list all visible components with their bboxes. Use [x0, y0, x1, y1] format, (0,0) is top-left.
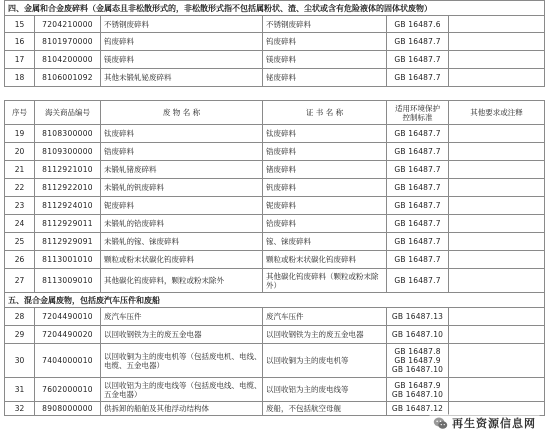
- table-row: [5, 51, 545, 69]
- standard-line-2: GB 16487.9: [394, 356, 441, 365]
- notes-cell: [449, 69, 545, 87]
- standard-cell: GB 16487.13: [387, 308, 449, 326]
- notes-cell: [449, 344, 545, 378]
- code-cell: 8101970000: [35, 33, 101, 51]
- code-cell: 8112922010: [35, 179, 101, 197]
- code-cell: 8104200000: [35, 51, 101, 69]
- wechat-icon: [433, 416, 448, 431]
- waste-catalog-table: [4, 0, 545, 416]
- cert-cell: 铋废碎料: [263, 69, 387, 87]
- seq-cell: 15: [5, 16, 35, 33]
- header-notes: 其他要求或注释: [449, 101, 545, 125]
- seq-cell: 17: [5, 51, 35, 69]
- watermark-text: 再生资源信息网: [452, 417, 536, 430]
- seq-cell: 16: [5, 33, 35, 51]
- code-cell: 8108300000: [35, 125, 101, 143]
- cert-cell: 颗粒或粉末状碳化钨废碎料: [263, 251, 387, 269]
- header-code: 海关商品编号: [35, 101, 101, 125]
- table-row: [5, 179, 545, 197]
- table-row: [5, 326, 545, 344]
- code-cell: 7602000010: [35, 378, 101, 402]
- table-row: [5, 125, 545, 143]
- seq-cell: 24: [5, 215, 35, 233]
- cert-cell: 镓、铼废碎料: [263, 233, 387, 251]
- standard-cell: GB 16487.7: [387, 179, 449, 197]
- standard-cell: GB 16487.10: [387, 326, 449, 344]
- seq-cell: 30: [5, 344, 35, 378]
- notes-cell: [449, 197, 545, 215]
- table-row: [5, 69, 545, 87]
- name-line-1: 以回收铜为主的废电机等（包括废电机、电线、: [104, 351, 262, 361]
- table-row: [5, 269, 545, 293]
- standard-cell: GB 16487.7: [387, 215, 449, 233]
- standard-cell: GB 16487.7: [387, 161, 449, 179]
- name-cell: 以回收钢铁为主的废五金电器: [101, 326, 263, 344]
- notes-cell: [449, 143, 545, 161]
- name-cell: 其他未锻轧铋废碎料: [101, 69, 263, 87]
- seq-cell: 18: [5, 69, 35, 87]
- name-cell: 未锻轧锗废碎料: [101, 161, 263, 179]
- section-5-title-row: [5, 293, 545, 308]
- table-row: [5, 143, 545, 161]
- header-standard: [387, 101, 449, 125]
- seq-cell: 22: [5, 179, 35, 197]
- standard-cell: GB 16487.7: [387, 197, 449, 215]
- table-row: [5, 33, 545, 51]
- name-cell: 铌废碎料: [101, 197, 263, 215]
- standard-cell: GB 16487.6: [387, 16, 449, 33]
- name-cell: 钛废碎料: [101, 125, 263, 143]
- cert-cell: 锗废碎料: [263, 161, 387, 179]
- name-cell: 镁废碎料: [101, 51, 263, 69]
- standard-cell: GB 16487.7: [387, 33, 449, 51]
- table-header-row: [5, 101, 545, 125]
- standard-cell: GB 16487.7: [387, 251, 449, 269]
- code-cell: 8112929011: [35, 215, 101, 233]
- header-name: 废 物 名 称: [101, 101, 263, 125]
- seq-cell: 19: [5, 125, 35, 143]
- notes-cell: [449, 125, 545, 143]
- name-cell: 废汽车压件: [101, 308, 263, 326]
- notes-cell: [449, 251, 545, 269]
- cert-cell: 钛废碎料: [263, 125, 387, 143]
- cert-cell: 镁废碎料: [263, 51, 387, 69]
- standard-line-2: GB 16487.10: [391, 389, 444, 399]
- section-4-title: 四、金属和合金废碎料（金属态且非松散形式的，非松散形式指不包括属粉状、渣、尘状或含有危险液体的固体状废物）: [5, 1, 545, 16]
- header-standard-line2: 控制标准: [402, 112, 433, 122]
- standard-cell: [387, 344, 449, 378]
- standard-cell: GB 16487.7: [387, 51, 449, 69]
- cert-cell: 以回收铝为主的废电线等: [263, 378, 387, 402]
- table-row: [5, 344, 545, 378]
- standard-cell: [387, 378, 449, 402]
- name-line-2: 电缆、五金电器）: [104, 360, 164, 370]
- table-row: [5, 308, 545, 326]
- notes-cell: [449, 179, 545, 197]
- cert-cell: 废汽车压件: [263, 308, 387, 326]
- cert-cell: 以回收铜为主的废电机等: [263, 344, 387, 378]
- name-cell: 不锈钢废碎料: [101, 16, 263, 33]
- name-cell: [101, 344, 263, 378]
- cert-cell: 铪废碎料: [263, 215, 387, 233]
- cert-cell: 不锈钢废碎料: [263, 16, 387, 33]
- standard-cell: GB 16487.7: [387, 233, 449, 251]
- name-line-1: 以回收铝为主的废电线等（包括废电线、电缆、: [104, 380, 262, 390]
- standard-line-3: GB 16487.10: [391, 365, 444, 374]
- code-cell: 8908000000: [35, 402, 101, 416]
- notes-cell: [449, 51, 545, 69]
- name-cell: 未锻轧的镓、铼废碎料: [101, 233, 263, 251]
- header-standard-line1: 适用环境保护: [395, 103, 440, 113]
- cert-cell: 钒废碎料: [263, 179, 387, 197]
- table-row: [5, 251, 545, 269]
- cert-cell: 以回收钢铁为主的废五金电器: [263, 326, 387, 344]
- code-cell: 8112921010: [35, 161, 101, 179]
- table-row: [5, 233, 545, 251]
- code-cell: 8112929091: [35, 233, 101, 251]
- table-row: [5, 197, 545, 215]
- cert-cell: 废船，不包括航空母舰: [263, 402, 387, 416]
- table-row: [5, 378, 545, 402]
- seq-cell: 32: [5, 402, 35, 416]
- cert-cell: 钨废碎料: [263, 33, 387, 51]
- seq-cell: 20: [5, 143, 35, 161]
- name-cell: 未锻轧的铪废碎料: [101, 215, 263, 233]
- seq-cell: 28: [5, 308, 35, 326]
- section-gap-row: [5, 87, 545, 101]
- name-cell: 未锻轧的钒废碎料: [101, 179, 263, 197]
- name-cell: 供拆卸的船舶及其他浮动结构体: [101, 402, 263, 416]
- standard-line-1: GB 16487.9: [394, 380, 441, 390]
- code-cell: 7204490010: [35, 308, 101, 326]
- seq-cell: 26: [5, 251, 35, 269]
- standard-cell: GB 16487.7: [387, 125, 449, 143]
- header-cert: 证 书 名 称: [263, 101, 387, 125]
- code-cell: 8109300000: [35, 143, 101, 161]
- notes-cell: [449, 16, 545, 33]
- standard-cell: GB 16487.7: [387, 69, 449, 87]
- notes-cell: [449, 233, 545, 251]
- code-cell: 8112924010: [35, 197, 101, 215]
- header-seq: 序号: [5, 101, 35, 125]
- standard-line-1: GB 16487.8: [394, 347, 441, 356]
- code-cell: 7404000010: [35, 344, 101, 378]
- seq-cell: 29: [5, 326, 35, 344]
- cert-cell: 铌废碎料: [263, 197, 387, 215]
- standard-cell: GB 16487.7: [387, 143, 449, 161]
- section-5-title: 五、混合金属废物，包括废汽车压件和废船: [5, 293, 545, 308]
- code-cell: 8113001010: [35, 251, 101, 269]
- notes-cell: [449, 269, 545, 293]
- notes-cell: [449, 326, 545, 344]
- watermark: [429, 414, 540, 432]
- name-cell: [101, 378, 263, 402]
- name-line-2: 五金电器）: [104, 389, 142, 399]
- code-cell: 7204210000: [35, 16, 101, 33]
- notes-cell: [449, 215, 545, 233]
- notes-cell: [449, 161, 545, 179]
- name-cell: 锆废碎料: [101, 143, 263, 161]
- seq-cell: 25: [5, 233, 35, 251]
- standard-cell: GB 16487.12: [387, 402, 449, 416]
- code-cell: 8113009010: [35, 269, 101, 293]
- notes-cell: [449, 33, 545, 51]
- code-cell: 8106001092: [35, 69, 101, 87]
- seq-cell: 27: [5, 269, 35, 293]
- table-row: [5, 215, 545, 233]
- notes-cell: [449, 378, 545, 402]
- name-cell: 钨废碎料: [101, 33, 263, 51]
- table-row: [5, 161, 545, 179]
- table-row: [5, 16, 545, 33]
- seq-cell: 21: [5, 161, 35, 179]
- cert-cell: 其他碳化钨废碎料（颗粒或粉末除外）: [263, 269, 387, 293]
- cert-cell: 锆废碎料: [263, 143, 387, 161]
- code-cell: 7204490020: [35, 326, 101, 344]
- name-cell: 其他碳化钨废碎料，颗粒或粉末除外: [101, 269, 263, 293]
- document-page: [4, 0, 544, 438]
- name-cell: 颗粒或粉末状碳化钨废碎料: [101, 251, 263, 269]
- notes-cell: [449, 308, 545, 326]
- seq-cell: 23: [5, 197, 35, 215]
- section-4-title-row: [5, 1, 545, 16]
- seq-cell: 31: [5, 378, 35, 402]
- standard-cell: GB 16487.7: [387, 269, 449, 293]
